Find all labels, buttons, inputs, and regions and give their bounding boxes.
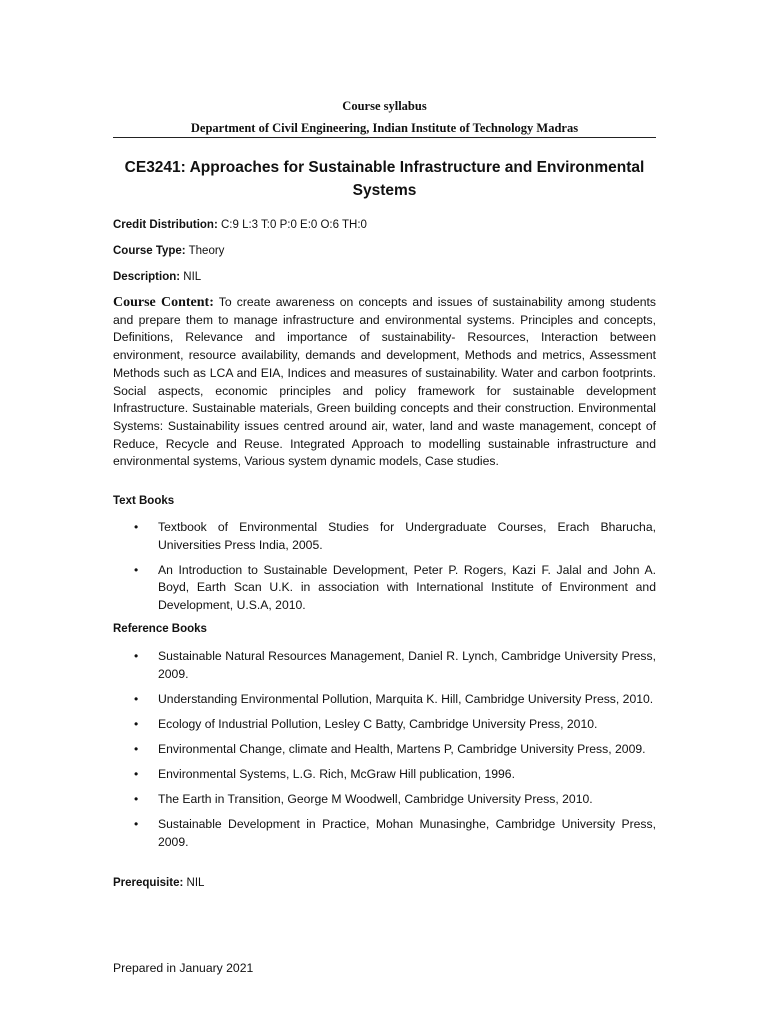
prepared-date: Prepared in January 2021: [113, 961, 254, 975]
prerequisite-label: Prerequisite:: [113, 877, 184, 889]
credit-distribution: [113, 219, 367, 231]
list-item: • Sustainable Natural Resources Management, Daniel R. Lynch, Cambridge University Press, 2009.: [113, 648, 656, 683]
description: [113, 271, 201, 283]
list-item: • An Introduction to Sustainable Development, Peter P. Rogers, Kazi F. Jalal and John A. Boyd, Earth Scan U.K. in association with International Institute of Environment and Development, U.S.A, 2010.: [113, 562, 656, 615]
credit-value: C:9 L:3 T:0 P:0 E:0 O:6 TH:0: [217, 219, 367, 231]
course-content: [113, 294, 656, 471]
list-item: • Environmental Systems, L.G. Rich, McGraw Hill publication, 1996.: [113, 766, 656, 784]
text-books-heading: Text Books: [113, 495, 175, 507]
list-item: • Ecology of Industrial Pollution, Lesley C Batty, Cambridge University Press, 2010.: [113, 716, 656, 734]
header-course-syllabus: Course syllabus: [342, 99, 427, 113]
course-content-label: Course Content:: [113, 295, 214, 310]
list-item: • Sustainable Development in Practice, Mohan Munasinghe, Cambridge University Press, 2009.: [113, 816, 656, 851]
course-type: [113, 245, 224, 257]
list-item: • Textbook of Environmental Studies for Undergraduate Courses, Erach Bharucha, Universities Press India, 2005.: [113, 519, 656, 554]
course-title: CE3241: Approaches for Sustainable Infrastructure and Environmental Systems: [124, 159, 645, 199]
prerequisite: [113, 877, 204, 889]
list-item: • Understanding Environmental Pollution, Marquita K. Hill, Cambridge University Press, 2010.: [113, 691, 656, 709]
prerequisite-value: NIL: [183, 877, 205, 889]
course-type-value: Theory: [185, 245, 225, 257]
reference-books-list: [113, 648, 656, 859]
description-label: Description:: [113, 271, 181, 283]
course-type-label: Course Type:: [113, 245, 186, 257]
header-department: Department of Civil Engineering, Indian Institute of Technology Madras: [190, 121, 579, 135]
credit-label: Credit Distribution:: [113, 219, 218, 231]
header-divider: [113, 137, 656, 138]
description-value: NIL: [180, 271, 202, 283]
reference-books-heading: Reference Books: [113, 623, 207, 635]
course-content-text: To create awareness on concepts and issues of sustainability among students and prepare them to manage infrastructure and environmental systems. Principles and concepts, Definitions, Relevance and importance of sustainability- Resources, Interaction between environment, resource availability, demands and development, Methods and metrics, Assessment Methods such as LCA and EIA, Indices and measures of sustainability. Water and carbon footprints. Social aspects, economic principles and policy framework for sustainable development Infrastructure. Sustainable materials, Green building concepts and their construction. Environmental Systems: Sustainability issues centred around air, water, land and waste management, concept of Reduce, Recycle and Reuse. Integrated Approach to modelling sustainable infrastructure and environmental systems, Various system dynamic models, Case studies.: [113, 295, 657, 469]
list-item: • Environmental Change, climate and Health, Martens P, Cambridge University Press, 2009.: [113, 741, 656, 759]
text-books-list: [113, 519, 656, 622]
list-item: • The Earth in Transition, George M Woodwell, Cambridge University Press, 2010.: [113, 791, 656, 809]
